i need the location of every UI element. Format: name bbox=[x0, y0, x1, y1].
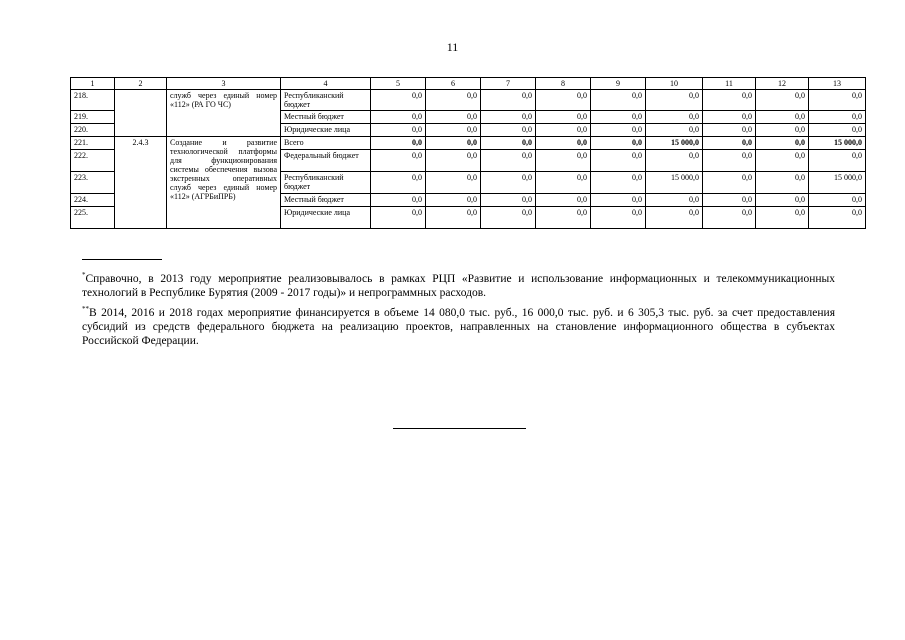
value-cell: 0,0 bbox=[481, 137, 536, 150]
header-cell: 11 bbox=[703, 78, 756, 90]
value-cell: 0,0 bbox=[756, 90, 809, 111]
row-number: 218. bbox=[71, 90, 115, 111]
value-cell: 0,0 bbox=[809, 124, 866, 137]
value-cell: 15 000,0 bbox=[646, 137, 703, 150]
value-cell: 0,0 bbox=[426, 207, 481, 229]
funding-source: Местный бюджет bbox=[281, 194, 371, 207]
header-cell: 8 bbox=[536, 78, 591, 90]
value-cell: 0,0 bbox=[756, 172, 809, 194]
measure-description: Создание и развитие технологической платформы для функционирования системы обеспечения вызова экстренных оперативных служб через единый номер «112» (АГРБиПРБ) bbox=[167, 137, 281, 229]
header-cell: 7 bbox=[481, 78, 536, 90]
funding-source: Республиканский бюджет bbox=[281, 172, 371, 194]
funding-source: Местный бюджет bbox=[281, 111, 371, 124]
funding-source: Всего bbox=[281, 137, 371, 150]
value-cell: 0,0 bbox=[536, 90, 591, 111]
value-cell: 0,0 bbox=[371, 150, 426, 172]
header-cell: 3 bbox=[167, 78, 281, 90]
header-cell: 2 bbox=[115, 78, 167, 90]
value-cell: 0,0 bbox=[481, 90, 536, 111]
value-cell: 0,0 bbox=[426, 150, 481, 172]
header-cell: 10 bbox=[646, 78, 703, 90]
value-cell: 0,0 bbox=[703, 172, 756, 194]
value-cell: 0,0 bbox=[536, 150, 591, 172]
value-cell: 0,0 bbox=[756, 194, 809, 207]
value-cell: 0,0 bbox=[481, 207, 536, 229]
value-cell: 0,0 bbox=[536, 111, 591, 124]
value-cell: 0,0 bbox=[426, 172, 481, 194]
end-divider bbox=[393, 428, 526, 429]
value-cell: 0,0 bbox=[591, 194, 646, 207]
value-cell: 0,0 bbox=[646, 124, 703, 137]
value-cell: 0,0 bbox=[536, 172, 591, 194]
header-row bbox=[71, 78, 866, 90]
value-cell: 0,0 bbox=[591, 137, 646, 150]
footnote-divider bbox=[82, 259, 162, 260]
row-number: 225. bbox=[71, 207, 115, 229]
value-cell: 0,0 bbox=[809, 111, 866, 124]
funding-source: Юридические лица bbox=[281, 207, 371, 229]
row-number: 221. bbox=[71, 137, 115, 150]
value-cell: 0,0 bbox=[481, 124, 536, 137]
value-cell: 0,0 bbox=[646, 90, 703, 111]
measure-code: 2.4.3 bbox=[115, 137, 167, 229]
value-cell: 0,0 bbox=[481, 150, 536, 172]
footnote-1 bbox=[82, 268, 835, 300]
row-number: 223. bbox=[71, 172, 115, 194]
value-cell: 0,0 bbox=[703, 124, 756, 137]
row-number: 222. bbox=[71, 150, 115, 172]
value-cell: 0,0 bbox=[809, 194, 866, 207]
footnotes bbox=[82, 268, 835, 350]
value-cell: 15 000,0 bbox=[646, 172, 703, 194]
value-cell: 0,0 bbox=[809, 207, 866, 229]
value-cell: 0,0 bbox=[536, 194, 591, 207]
table-row bbox=[71, 137, 866, 150]
value-cell: 0,0 bbox=[426, 137, 481, 150]
value-cell: 0,0 bbox=[756, 124, 809, 137]
value-cell: 0,0 bbox=[371, 194, 426, 207]
value-cell: 0,0 bbox=[809, 150, 866, 172]
value-cell: 0,0 bbox=[756, 137, 809, 150]
page-number: 11 bbox=[446, 40, 459, 54]
value-cell: 0,0 bbox=[591, 207, 646, 229]
value-cell: 0,0 bbox=[646, 150, 703, 172]
value-cell: 0,0 bbox=[703, 137, 756, 150]
value-cell: 0,0 bbox=[703, 150, 756, 172]
table-row bbox=[71, 90, 866, 111]
footnote-mark: * bbox=[82, 271, 86, 279]
value-cell: 0,0 bbox=[481, 111, 536, 124]
header-cell: 9 bbox=[591, 78, 646, 90]
funding-source: Федеральный бюджет bbox=[281, 150, 371, 172]
budget-table bbox=[70, 77, 866, 229]
value-cell: 0,0 bbox=[371, 90, 426, 111]
value-cell: 0,0 bbox=[536, 207, 591, 229]
value-cell: 0,0 bbox=[591, 172, 646, 194]
header-cell: 6 bbox=[426, 78, 481, 90]
value-cell: 0,0 bbox=[756, 207, 809, 229]
value-cell: 0,0 bbox=[646, 207, 703, 229]
header-cell: 12 bbox=[756, 78, 809, 90]
value-cell: 0,0 bbox=[481, 194, 536, 207]
value-cell: 0,0 bbox=[591, 111, 646, 124]
funding-source: Юридические лица bbox=[281, 124, 371, 137]
value-cell: 0,0 bbox=[756, 111, 809, 124]
row-number: 224. bbox=[71, 194, 115, 207]
value-cell: 0,0 bbox=[756, 150, 809, 172]
value-cell: 0,0 bbox=[371, 207, 426, 229]
value-cell: 0,0 bbox=[426, 111, 481, 124]
value-cell: 0,0 bbox=[809, 90, 866, 111]
value-cell: 15 000,0 bbox=[809, 137, 866, 150]
footnote-text: В 2014, 2016 и 2018 годах мероприятие финансируется в объеме 14 080,0 тыс. руб., 16 000,0 тыс. руб. и 6 305,3 тыс. руб. за счет предоставления субсидий из средств федерального бюджета на реализацию проектов, направленных на становление информационного общества в субъектах Российской Федерации. bbox=[82, 306, 835, 347]
funding-source: Республиканский бюджет bbox=[281, 90, 371, 111]
header-cell: 5 bbox=[371, 78, 426, 90]
value-cell: 0,0 bbox=[646, 111, 703, 124]
value-cell: 0,0 bbox=[536, 137, 591, 150]
value-cell: 0,0 bbox=[703, 111, 756, 124]
value-cell: 0,0 bbox=[703, 207, 756, 229]
value-cell: 0,0 bbox=[426, 124, 481, 137]
value-cell: 0,0 bbox=[536, 124, 591, 137]
footnote-2 bbox=[82, 302, 835, 348]
row-number: 220. bbox=[71, 124, 115, 137]
value-cell: 0,0 bbox=[426, 194, 481, 207]
value-cell: 0,0 bbox=[703, 90, 756, 111]
row-number: 219. bbox=[71, 111, 115, 124]
header-cell: 4 bbox=[281, 78, 371, 90]
measure-description: служб через единый номер «112» (РА ГО ЧС) bbox=[167, 90, 281, 137]
value-cell: 0,0 bbox=[371, 111, 426, 124]
value-cell: 0,0 bbox=[591, 124, 646, 137]
value-cell: 0,0 bbox=[371, 172, 426, 194]
value-cell: 0,0 bbox=[591, 90, 646, 111]
value-cell: 0,0 bbox=[371, 137, 426, 150]
value-cell: 0,0 bbox=[703, 194, 756, 207]
header-cell: 1 bbox=[71, 78, 115, 90]
value-cell: 0,0 bbox=[481, 172, 536, 194]
value-cell: 0,0 bbox=[371, 124, 426, 137]
header-cell: 13 bbox=[809, 78, 866, 90]
measure-code bbox=[115, 90, 167, 137]
footnote-mark: ** bbox=[82, 304, 89, 313]
value-cell: 0,0 bbox=[426, 90, 481, 111]
footnote-text: Справочно, в 2013 году мероприятие реализовывалось в рамках РЦП «Развитие и использование информационных и телекоммуникационных технологий в Республике Бурятия (2009 - 2017 годы)» и непрограммных расходов. bbox=[82, 272, 835, 299]
value-cell: 0,0 bbox=[591, 150, 646, 172]
value-cell: 15 000,0 bbox=[809, 172, 866, 194]
value-cell: 0,0 bbox=[646, 194, 703, 207]
